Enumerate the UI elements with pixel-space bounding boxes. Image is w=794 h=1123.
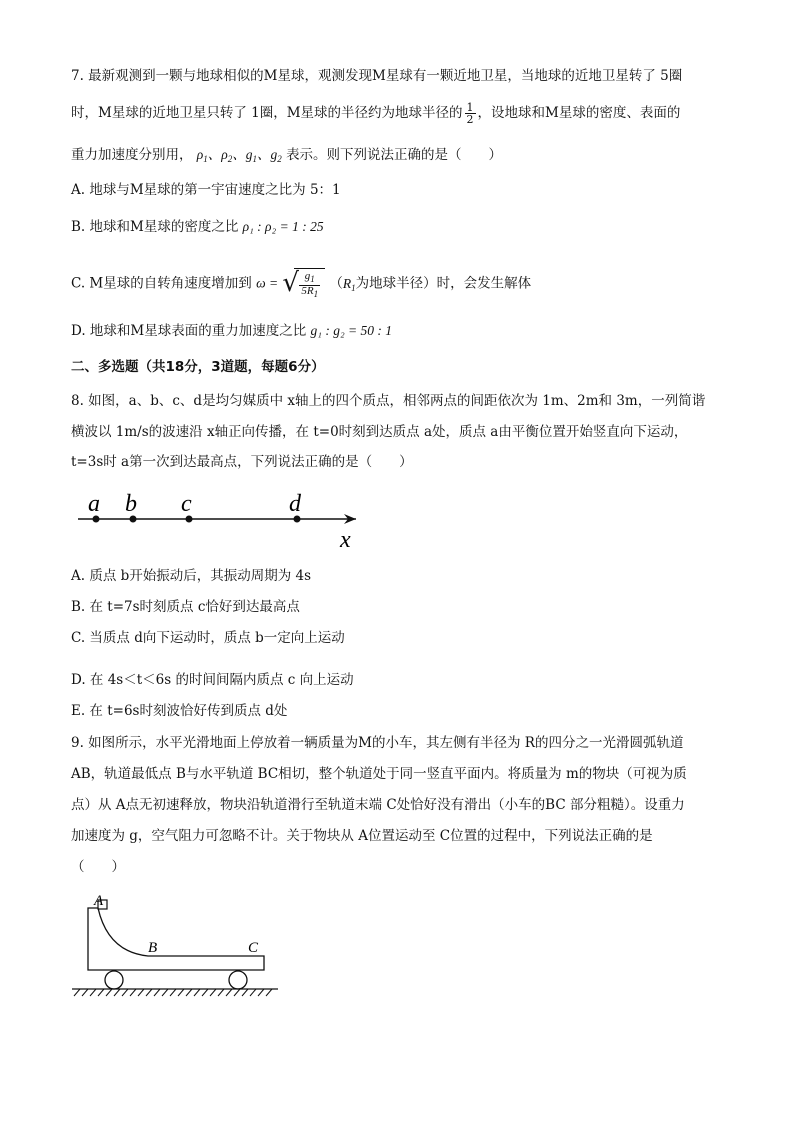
- q7-option-b-text: B. 地球和M星球的密度之比: [71, 219, 239, 235]
- q7-line-3-start: 重力加速度分别用，: [71, 147, 193, 163]
- label-b: b: [125, 491, 137, 517]
- ground-hatching: [74, 989, 272, 996]
- wave-axis-diagram: [74, 485, 374, 553]
- q9-line-4: 加速度为 g，空气阻力可忽略不计。关于物块从 A位置运动至 C位置的过程中，下列说法正确的是: [71, 828, 653, 844]
- label-c: c: [181, 491, 192, 517]
- cart-track-diagram: [68, 888, 284, 1002]
- q7-line-3: [71, 145, 502, 169]
- q9-line-1: 9. 如图所示，水平光滑地面上停放着一辆质量为M的小车，其左侧有半径为 R的四分之一光滑圆弧轨道: [71, 735, 684, 751]
- q7-option-c-end: 为地球半径）时，会发生解体: [355, 275, 532, 292]
- cart-body: [88, 908, 264, 970]
- sqrt-denominator: $5R_1$: [301, 285, 319, 299]
- sqrt-expression: [282, 268, 325, 300]
- density-ratio-math: ρ₁ : ρ₂ = 1 : 25: [242, 219, 324, 234]
- q7-option-a: A. 地球与M星球的第一宇宙速度之比为 5：1: [71, 182, 341, 198]
- q7-option-b: [71, 217, 324, 237]
- q7-line-2: [71, 102, 680, 125]
- q8-option-d: D. 在 4s＜t＜6s 的时间间隔内质点 c 向上运动: [71, 672, 354, 688]
- section-title-multi-choice: 二、多选题（共18分，3道题，每题6分）: [71, 359, 325, 375]
- fraction-denominator: 2: [466, 113, 474, 126]
- q7-line-2-start: 时，M星球的近地卫星只转了 1圈，M星球的半径约为地球半径的: [71, 105, 463, 121]
- q8-option-e: E. 在 t=6s时刻波恰好传到质点 d处: [71, 703, 288, 719]
- q8-option-a: A. 质点 b开始振动后，其振动周期为 4s: [71, 568, 312, 584]
- q8-line-1: 8. 如图，a、b、c、d是均匀媒质中 x轴上的四个质点，相邻两点的间距依次为 1m、2m和 3m，一列简谐: [71, 393, 706, 409]
- sqrt-fraction: [299, 271, 320, 300]
- radical-sign: √: [282, 268, 299, 298]
- sqrt-numerator: $g_1$: [299, 271, 320, 286]
- omega-symbol: ω =: [256, 275, 279, 291]
- fraction-numerator: 1: [466, 101, 474, 114]
- q7-option-d-text: D. 地球和M星球表面的重力加速度之比: [71, 323, 307, 339]
- label-point-a: A: [94, 893, 104, 909]
- r1-symbol: $R_1$: [342, 275, 356, 293]
- q7-option-c: [71, 268, 531, 300]
- q9-line-5: （ ）: [71, 859, 125, 875]
- wheel-left: [105, 971, 123, 989]
- label-point-b: B: [148, 940, 158, 956]
- q8-line-2: 横波以 1m/s的波速沿 x轴正向传播，在 t=0时刻到达质点 a处，质点 a由平衡位置开始竖直向下运动，: [71, 424, 688, 440]
- q9-line-3: 点）从 A点无初速释放，物块沿轨道滑行至轨道末端 C处恰好没有滑出（小车的BC 部分粗糙）。设重力: [71, 797, 685, 813]
- label-d: d: [289, 491, 301, 517]
- q8-option-b: B. 在 t=7s时刻质点 c恰好到达最高点: [71, 599, 300, 615]
- label-a: a: [88, 491, 100, 517]
- q7-line-2-end: ，设地球和M星球的密度、表面的: [477, 105, 681, 121]
- label-point-c: C: [248, 940, 259, 956]
- q8-line-3: t=3s时 a第一次到达最高点，下列说法正确的是（ ）: [71, 454, 413, 470]
- q7-option-d: [71, 321, 392, 341]
- q7-option-c-text: C. M星球的自转角速度增加到: [71, 275, 252, 292]
- sqrt-inner: [294, 268, 325, 300]
- label-x-axis: x: [340, 527, 351, 553]
- radius-ratio-fraction: [465, 102, 476, 125]
- q7-line-1: 7. 最新观测到一颗与地球相似的M星球，观测发现M星球有一颗近地卫星，当地球的近地卫星转了 5圈: [71, 68, 683, 84]
- symbol-list: $\rho_1$、$\rho_2$、$g_1$、$g_2$: [196, 147, 282, 164]
- q7-option-c-paren: （: [329, 275, 343, 292]
- q7-line-3-end: 表示。则下列说法正确的是（ ）: [286, 147, 503, 163]
- q9-line-2: AB，轨道最低点 B与水平轨道 BC相切，整个轨道处于同一竖直平面内。将质量为 m的物块（可视为质: [71, 766, 687, 782]
- gravity-ratio-math: g₁ : g₂ = 50 : 1: [310, 323, 393, 338]
- wheel-right: [229, 971, 247, 989]
- q8-option-c: C. 当质点 d向下运动时，质点 b一定向上运动: [71, 630, 345, 646]
